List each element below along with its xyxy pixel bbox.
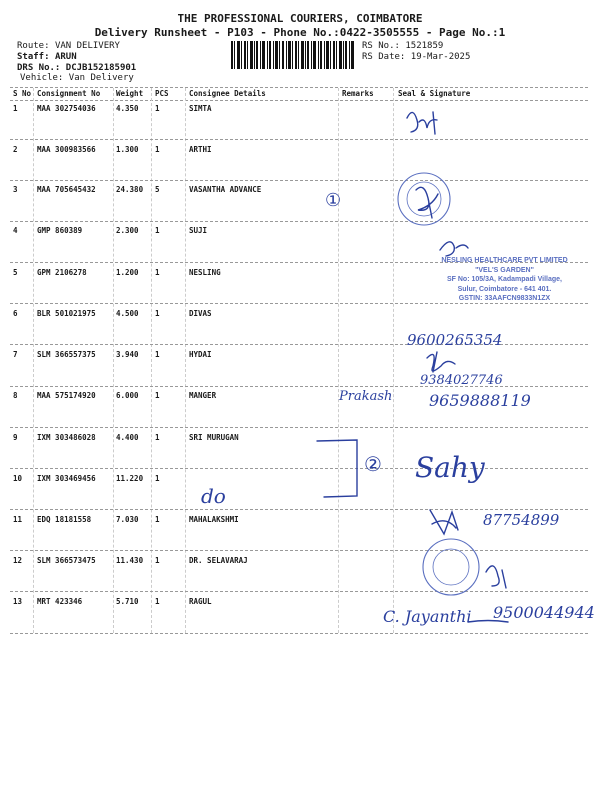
- remark-circle-2: ②: [364, 452, 382, 476]
- signature-scribble: [407, 112, 437, 134]
- signature-scribble: [416, 187, 438, 218]
- signature-scribble: [427, 352, 455, 372]
- handwritten-name-row8: Prakash: [339, 389, 393, 404]
- col-header-pcs: PCS: [155, 89, 169, 98]
- col-header-sno: S No: [13, 89, 32, 98]
- bracket-mark: [317, 440, 357, 497]
- handwritten-phone-row8: 9659888119: [429, 391, 531, 410]
- col-header-weight: Weight: [116, 89, 144, 98]
- route-value: VAN DELIVERY: [54, 41, 120, 51]
- staff-value: ARUN: [54, 52, 77, 62]
- rs-no-line: RS No.: 1521859: [362, 41, 444, 51]
- signature-scribble: [430, 510, 458, 534]
- round-stamp-icon: [398, 173, 450, 225]
- vehicle-value: Van Delivery: [68, 73, 134, 83]
- handwritten-phone-row11: 87754899: [483, 511, 560, 529]
- drs-value: DCJB152185901: [65, 63, 137, 73]
- ditto-mark: do: [201, 484, 226, 508]
- runsheet-subtitle: Delivery Runsheet - P103 - Phone No.:0422-3505555 - Page No.:1: [94, 26, 506, 39]
- handwritten-phone-row13: 9500044944: [493, 603, 595, 622]
- vehicle-line: Vehicle: Van Delivery: [20, 73, 134, 83]
- company-stamp: NESLING HEALTHCARE PVT LIMITED "VEL'S GARDEN" SF No: 105/3A, Kadampadi Village, Sulur, Coimbatore - 641 401. GSTIN: 33AAFCN9833N1ZX: [441, 257, 568, 302]
- drs-line: DRS No.: DCJB152185901: [17, 63, 137, 73]
- rs-date-value: 19-Mar-2025: [410, 52, 471, 62]
- route-line: Route: VAN DELIVERY: [17, 41, 120, 51]
- col-header-seal: Seal & Signature: [398, 89, 471, 98]
- rs-date-line: RS Date: 19-Mar-2025: [362, 52, 471, 62]
- signature-scribble: [486, 566, 506, 588]
- handwritten-name-row13: C. Jayanthi: [383, 607, 472, 626]
- col-header-consignee: Consignee Details: [189, 89, 266, 98]
- handwritten-phone-row6: 9600265354: [407, 331, 503, 349]
- handwritten-phone-row7: 9384027746: [420, 373, 503, 388]
- col-header-consignment: Consignment No: [37, 89, 101, 98]
- col-header-remarks: Remarks: [342, 89, 374, 98]
- signature-scribble: [440, 242, 468, 256]
- remark-circle-1: ①: [325, 190, 342, 211]
- handwritten-sign-row10: Sahy: [415, 451, 485, 484]
- company-title: THE PROFESSIONAL COURIERS, COIMBATORE: [177, 12, 423, 25]
- clinic-stamp-icon: [423, 539, 479, 595]
- rs-no-value: 1521859: [405, 41, 444, 51]
- staff-line: Staff: ARUN: [17, 52, 77, 62]
